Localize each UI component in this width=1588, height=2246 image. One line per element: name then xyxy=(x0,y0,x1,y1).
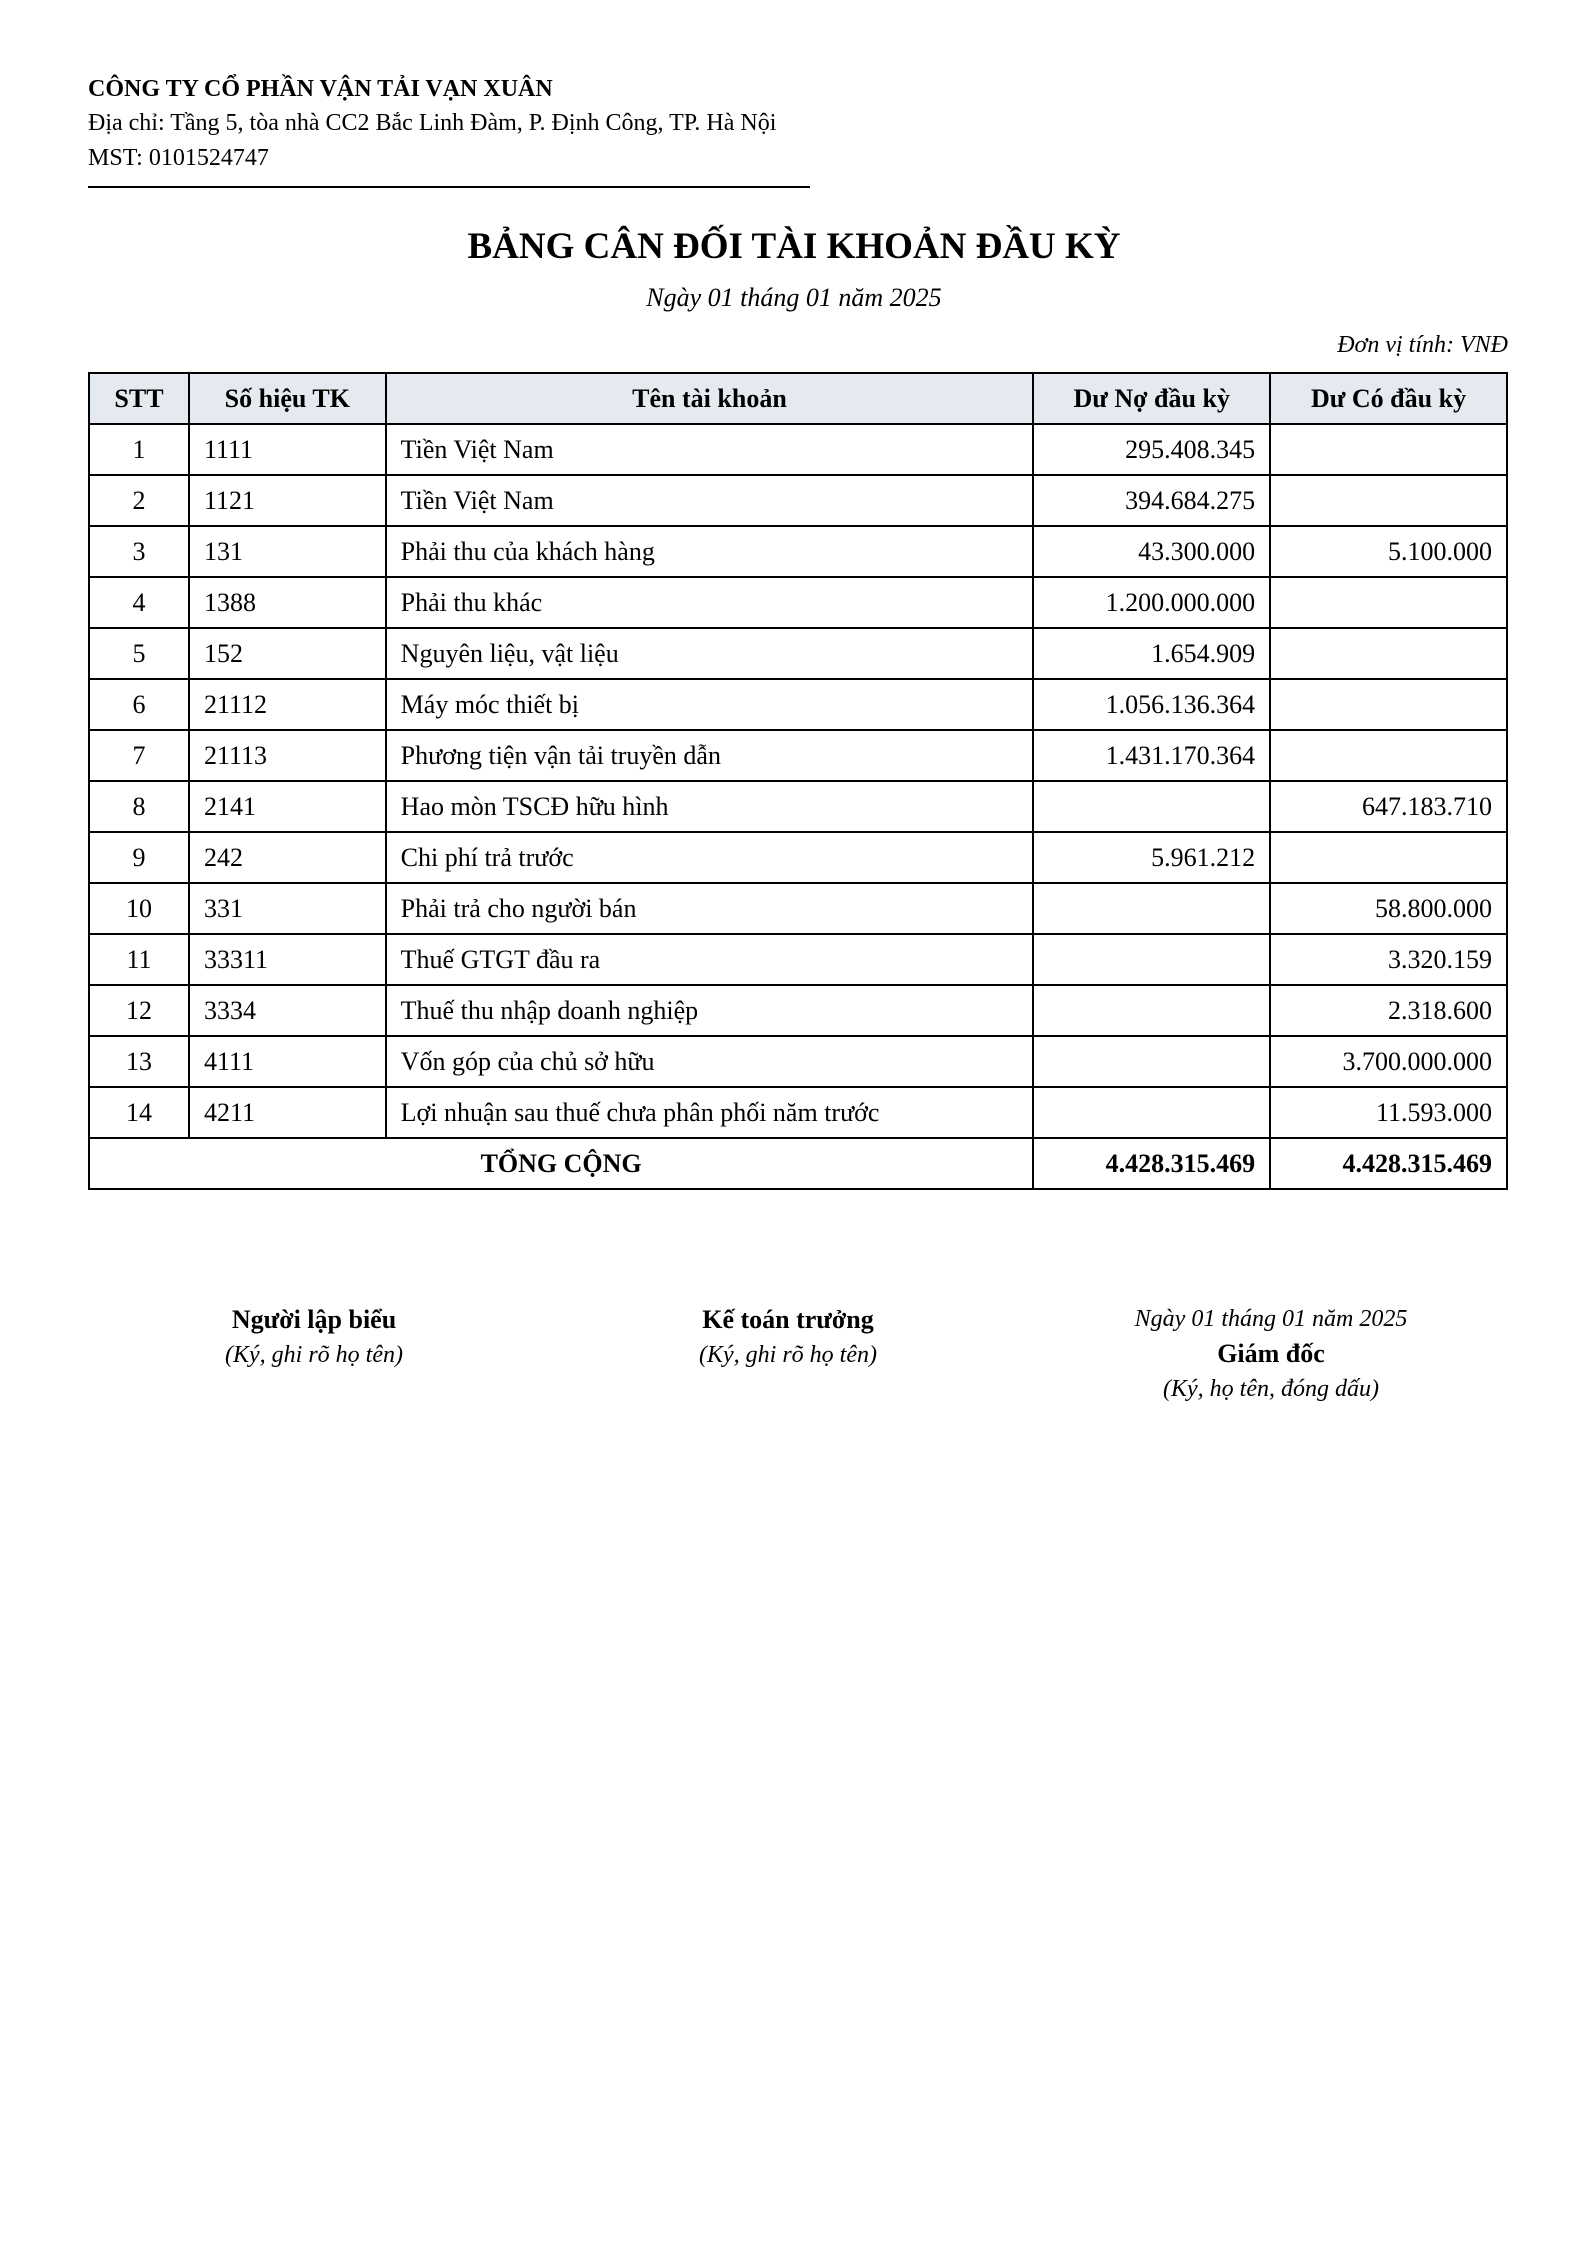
cell-debit xyxy=(1033,781,1270,832)
table-header-row xyxy=(89,373,1507,424)
cell-account-code: 4111 xyxy=(189,1036,386,1087)
report-date: Ngày 01 tháng 01 năm 2025 xyxy=(646,283,942,312)
cell-credit: 2.318.600 xyxy=(1270,985,1507,1036)
cell-debit: 1.654.909 xyxy=(1033,628,1270,679)
total-row xyxy=(89,1138,1507,1189)
table-row xyxy=(89,832,1507,883)
table-row xyxy=(89,1087,1507,1138)
table-row xyxy=(89,424,1507,475)
cell-account-code: 1388 xyxy=(189,577,386,628)
cell-stt: 14 xyxy=(89,1087,189,1138)
director-hint: (Ký, họ tên, đóng dấu) xyxy=(1163,1376,1379,1402)
cell-debit: 295.408.345 xyxy=(1033,424,1270,475)
cell-stt: 2 xyxy=(89,475,189,526)
director-date: Ngày 01 tháng 01 năm 2025 xyxy=(1134,1306,1408,1332)
currency-unit: Đơn vị tính: VNĐ xyxy=(1337,332,1508,358)
cell-account-name: Lợi nhuận sau thuế chưa phân phối năm trước xyxy=(386,1087,1034,1138)
total-credit: 4.428.315.469 xyxy=(1270,1138,1507,1189)
cell-stt: 3 xyxy=(89,526,189,577)
cell-account-name: Tiền Việt Nam xyxy=(386,424,1034,475)
cell-account-code: 1111 xyxy=(189,424,386,475)
cell-stt: 13 xyxy=(89,1036,189,1087)
cell-stt: 6 xyxy=(89,679,189,730)
preparer-hint: (Ký, ghi rõ họ tên) xyxy=(225,1342,403,1368)
cell-credit: 647.183.710 xyxy=(1270,781,1507,832)
header-account-name: Tên tài khoản xyxy=(386,373,1034,424)
cell-debit xyxy=(1033,1036,1270,1087)
cell-account-name: Chi phí trả trước xyxy=(386,832,1034,883)
table-row xyxy=(89,730,1507,781)
table-row xyxy=(89,628,1507,679)
cell-debit: 1.056.136.364 xyxy=(1033,679,1270,730)
cell-credit xyxy=(1270,730,1507,781)
cell-debit: 394.684.275 xyxy=(1033,475,1270,526)
company-header xyxy=(88,72,810,188)
company-address: Địa chỉ: Tầng 5, tòa nhà CC2 Bắc Linh Đàm, P. Định Công, TP. Hà Nội xyxy=(88,110,777,136)
cell-account-code: 152 xyxy=(189,628,386,679)
cell-account-code: 331 xyxy=(189,883,386,934)
cell-account-name: Phải thu của khách hàng xyxy=(386,526,1034,577)
director-role: Giám đốc xyxy=(1217,1339,1325,1368)
total-debit: 4.428.315.469 xyxy=(1033,1138,1270,1189)
cell-account-code: 4211 xyxy=(189,1087,386,1138)
chief-accountant-hint: (Ký, ghi rõ họ tên) xyxy=(699,1342,877,1368)
total-label: TỔNG CỘNG xyxy=(89,1138,1033,1189)
cell-account-code: 242 xyxy=(189,832,386,883)
cell-account-name: Phải thu khác xyxy=(386,577,1034,628)
header-debit: Dư Nợ đầu kỳ xyxy=(1033,373,1270,424)
signature-preparer xyxy=(104,1302,524,1372)
company-tax-code: MST: 0101524747 xyxy=(88,145,269,171)
cell-stt: 12 xyxy=(89,985,189,1036)
cell-account-code: 21113 xyxy=(189,730,386,781)
cell-debit xyxy=(1033,934,1270,985)
cell-stt: 9 xyxy=(89,832,189,883)
signature-chief-accountant xyxy=(578,1302,998,1372)
table-row xyxy=(89,985,1507,1036)
table-row xyxy=(89,679,1507,730)
cell-account-code: 131 xyxy=(189,526,386,577)
cell-account-name: Hao mòn TSCĐ hữu hình xyxy=(386,781,1034,832)
table-row xyxy=(89,883,1507,934)
cell-debit: 5.961.212 xyxy=(1033,832,1270,883)
cell-credit: 5.100.000 xyxy=(1270,526,1507,577)
trial-balance-table xyxy=(88,372,1508,1190)
table-row xyxy=(89,781,1507,832)
cell-account-code: 2141 xyxy=(189,781,386,832)
cell-credit xyxy=(1270,832,1507,883)
cell-stt: 1 xyxy=(89,424,189,475)
cell-debit xyxy=(1033,1087,1270,1138)
table-row xyxy=(89,475,1507,526)
header-account-code: Số hiệu TK xyxy=(189,373,386,424)
header-stt: STT xyxy=(89,373,189,424)
header-credit: Dư Có đầu kỳ xyxy=(1270,373,1507,424)
table-body xyxy=(89,424,1507,1138)
company-name: CÔNG TY CỔ PHẦN VẬN TẢI VẠN XUÂN xyxy=(88,76,553,102)
cell-account-code: 21112 xyxy=(189,679,386,730)
cell-stt: 10 xyxy=(89,883,189,934)
cell-credit xyxy=(1270,424,1507,475)
table-row xyxy=(89,1036,1507,1087)
cell-stt: 4 xyxy=(89,577,189,628)
cell-account-name: Thuế thu nhập doanh nghiệp xyxy=(386,985,1034,1036)
table-row xyxy=(89,526,1507,577)
cell-credit xyxy=(1270,679,1507,730)
signature-director xyxy=(1061,1302,1481,1406)
cell-credit: 11.593.000 xyxy=(1270,1087,1507,1138)
cell-account-name: Thuế GTGT đầu ra xyxy=(386,934,1034,985)
cell-debit: 43.300.000 xyxy=(1033,526,1270,577)
cell-account-name: Phương tiện vận tải truyền dẫn xyxy=(386,730,1034,781)
cell-debit: 1.431.170.364 xyxy=(1033,730,1270,781)
cell-account-code: 33311 xyxy=(189,934,386,985)
report-title: BẢNG CÂN ĐỐI TÀI KHOẢN ĐẦU KỲ xyxy=(467,226,1121,267)
cell-account-name: Máy móc thiết bị xyxy=(386,679,1034,730)
cell-stt: 8 xyxy=(89,781,189,832)
table-row xyxy=(89,577,1507,628)
cell-credit xyxy=(1270,628,1507,679)
cell-account-name: Nguyên liệu, vật liệu xyxy=(386,628,1034,679)
cell-stt: 5 xyxy=(89,628,189,679)
chief-accountant-role: Kế toán trưởng xyxy=(702,1305,874,1334)
table-row xyxy=(89,934,1507,985)
cell-credit xyxy=(1270,577,1507,628)
cell-credit: 3.320.159 xyxy=(1270,934,1507,985)
cell-debit: 1.200.000.000 xyxy=(1033,577,1270,628)
cell-credit xyxy=(1270,475,1507,526)
cell-debit xyxy=(1033,985,1270,1036)
preparer-role: Người lập biểu xyxy=(231,1305,397,1334)
cell-account-name: Vốn góp của chủ sở hữu xyxy=(386,1036,1034,1087)
cell-account-name: Tiền Việt Nam xyxy=(386,475,1034,526)
cell-account-code: 3334 xyxy=(189,985,386,1036)
cell-debit xyxy=(1033,883,1270,934)
cell-credit: 58.800.000 xyxy=(1270,883,1507,934)
cell-account-name: Phải trả cho người bán xyxy=(386,883,1034,934)
cell-account-code: 1121 xyxy=(189,475,386,526)
cell-credit: 3.700.000.000 xyxy=(1270,1036,1507,1087)
cell-stt: 11 xyxy=(89,934,189,985)
cell-stt: 7 xyxy=(89,730,189,781)
